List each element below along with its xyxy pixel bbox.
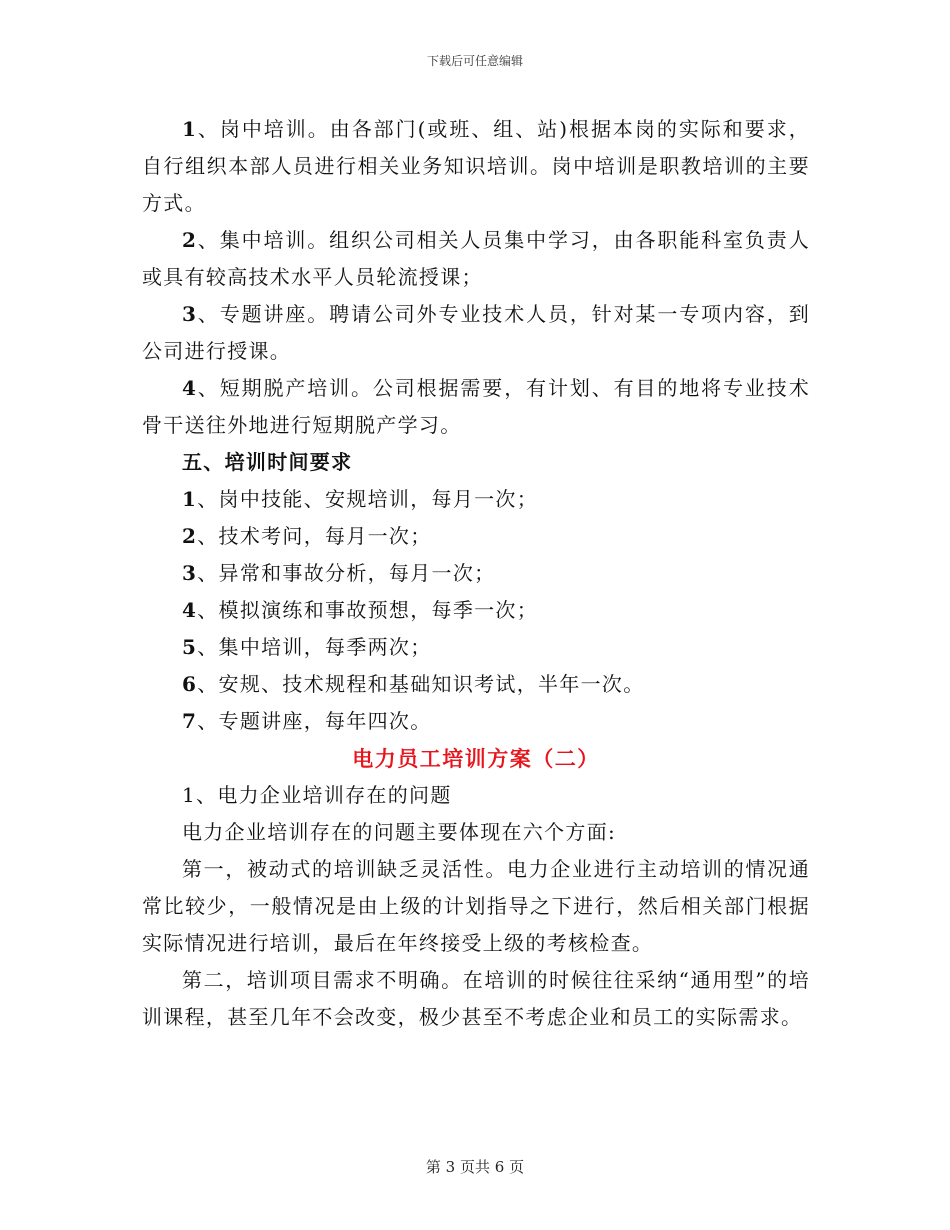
item-text: 、集中培训。组织公司相关人员集中学习，由各职能科室负责人或具有较高技术水平人员轮流授课； (142, 228, 810, 289)
item-text: 、技术考问，每月一次； (197, 524, 432, 548)
schedule-item-1 (142, 481, 810, 518)
section-heading-training-schedule: 五、培训时间要求 (182, 450, 353, 474)
schedule-item-7 (142, 703, 810, 740)
body-paragraph-4: 第二，培训项目需求不明确。在培训的时候往往采纳“通用型”的培训课程，甚至几年不会改变，极少甚至不考虑企业和员工的实际需求。 (142, 968, 810, 1029)
item-text: 、安规、技术规程和基础知识考试，半年一次。 (197, 672, 645, 696)
page-header: 下载后可任意编辑 (426, 54, 523, 68)
item-text: 、短期脱产培训。公司根据需要，有计划、有目的地将专业技术骨干送往外地进行短期脱产学习。 (142, 376, 810, 437)
item-text: 、异常和事故分析，每月一次； (197, 561, 496, 585)
schedule-item-6 (142, 666, 810, 703)
item-number: 7 (182, 709, 198, 733)
item-text: 、专题讲座。聘请公司外专业技术人员，针对某一专项内容，到公司进行授课。 (142, 302, 810, 363)
page-footer: 第 3 页共 6 页 (425, 1158, 525, 1176)
item-number: 1 (182, 117, 198, 141)
schedule-item-2 (142, 518, 810, 555)
item-text: 、专题讲座，每年四次。 (197, 709, 432, 733)
item-number: 4 (182, 598, 198, 622)
method-item-2 (142, 222, 810, 296)
item-number: 3 (182, 302, 198, 326)
item-number: 2 (182, 228, 198, 252)
schedule-item-5 (142, 629, 810, 666)
method-item-1 (142, 111, 810, 222)
page-content (142, 111, 810, 1036)
item-text: 、岗中技能、安规培训，每月一次； (197, 487, 539, 511)
item-text: 、岗中培训。由各部门(或班、组、站)根据本岗的实际和要求，自行组织本部人员进行相关业务知识培训。岗中培训是职教培训的主要方式。 (142, 117, 810, 215)
schedule-item-4 (142, 592, 810, 629)
body-paragraph-1: 1、电力企业培训存在的问题 (182, 783, 452, 807)
item-number: 2 (182, 524, 198, 548)
item-number: 5 (182, 635, 198, 659)
method-item-3 (142, 296, 810, 370)
method-item-4 (142, 370, 810, 444)
item-number: 4 (182, 376, 198, 400)
schedule-item-3 (142, 555, 810, 592)
body-paragraph-2: 电力企业培训存在的问题主要体现在六个方面: (182, 820, 617, 844)
item-number: 1 (182, 487, 198, 511)
body-paragraph-3: 第一，被动式的培训缺乏灵活性。电力企业进行主动培训的情况通常比较少，一般情况是由上级的计划指导之下进行，然后相关部门根据实际情况进行培训，最后在年终接受上级的考核检查。 (142, 857, 810, 955)
item-number: 3 (182, 561, 198, 585)
item-number: 6 (182, 672, 198, 696)
item-text: 、集中培训，每季两次； (197, 635, 432, 659)
document-title: 电力员工培训方案（二） (352, 746, 600, 771)
item-text: 、模拟演练和事故预想，每季一次； (197, 598, 539, 622)
